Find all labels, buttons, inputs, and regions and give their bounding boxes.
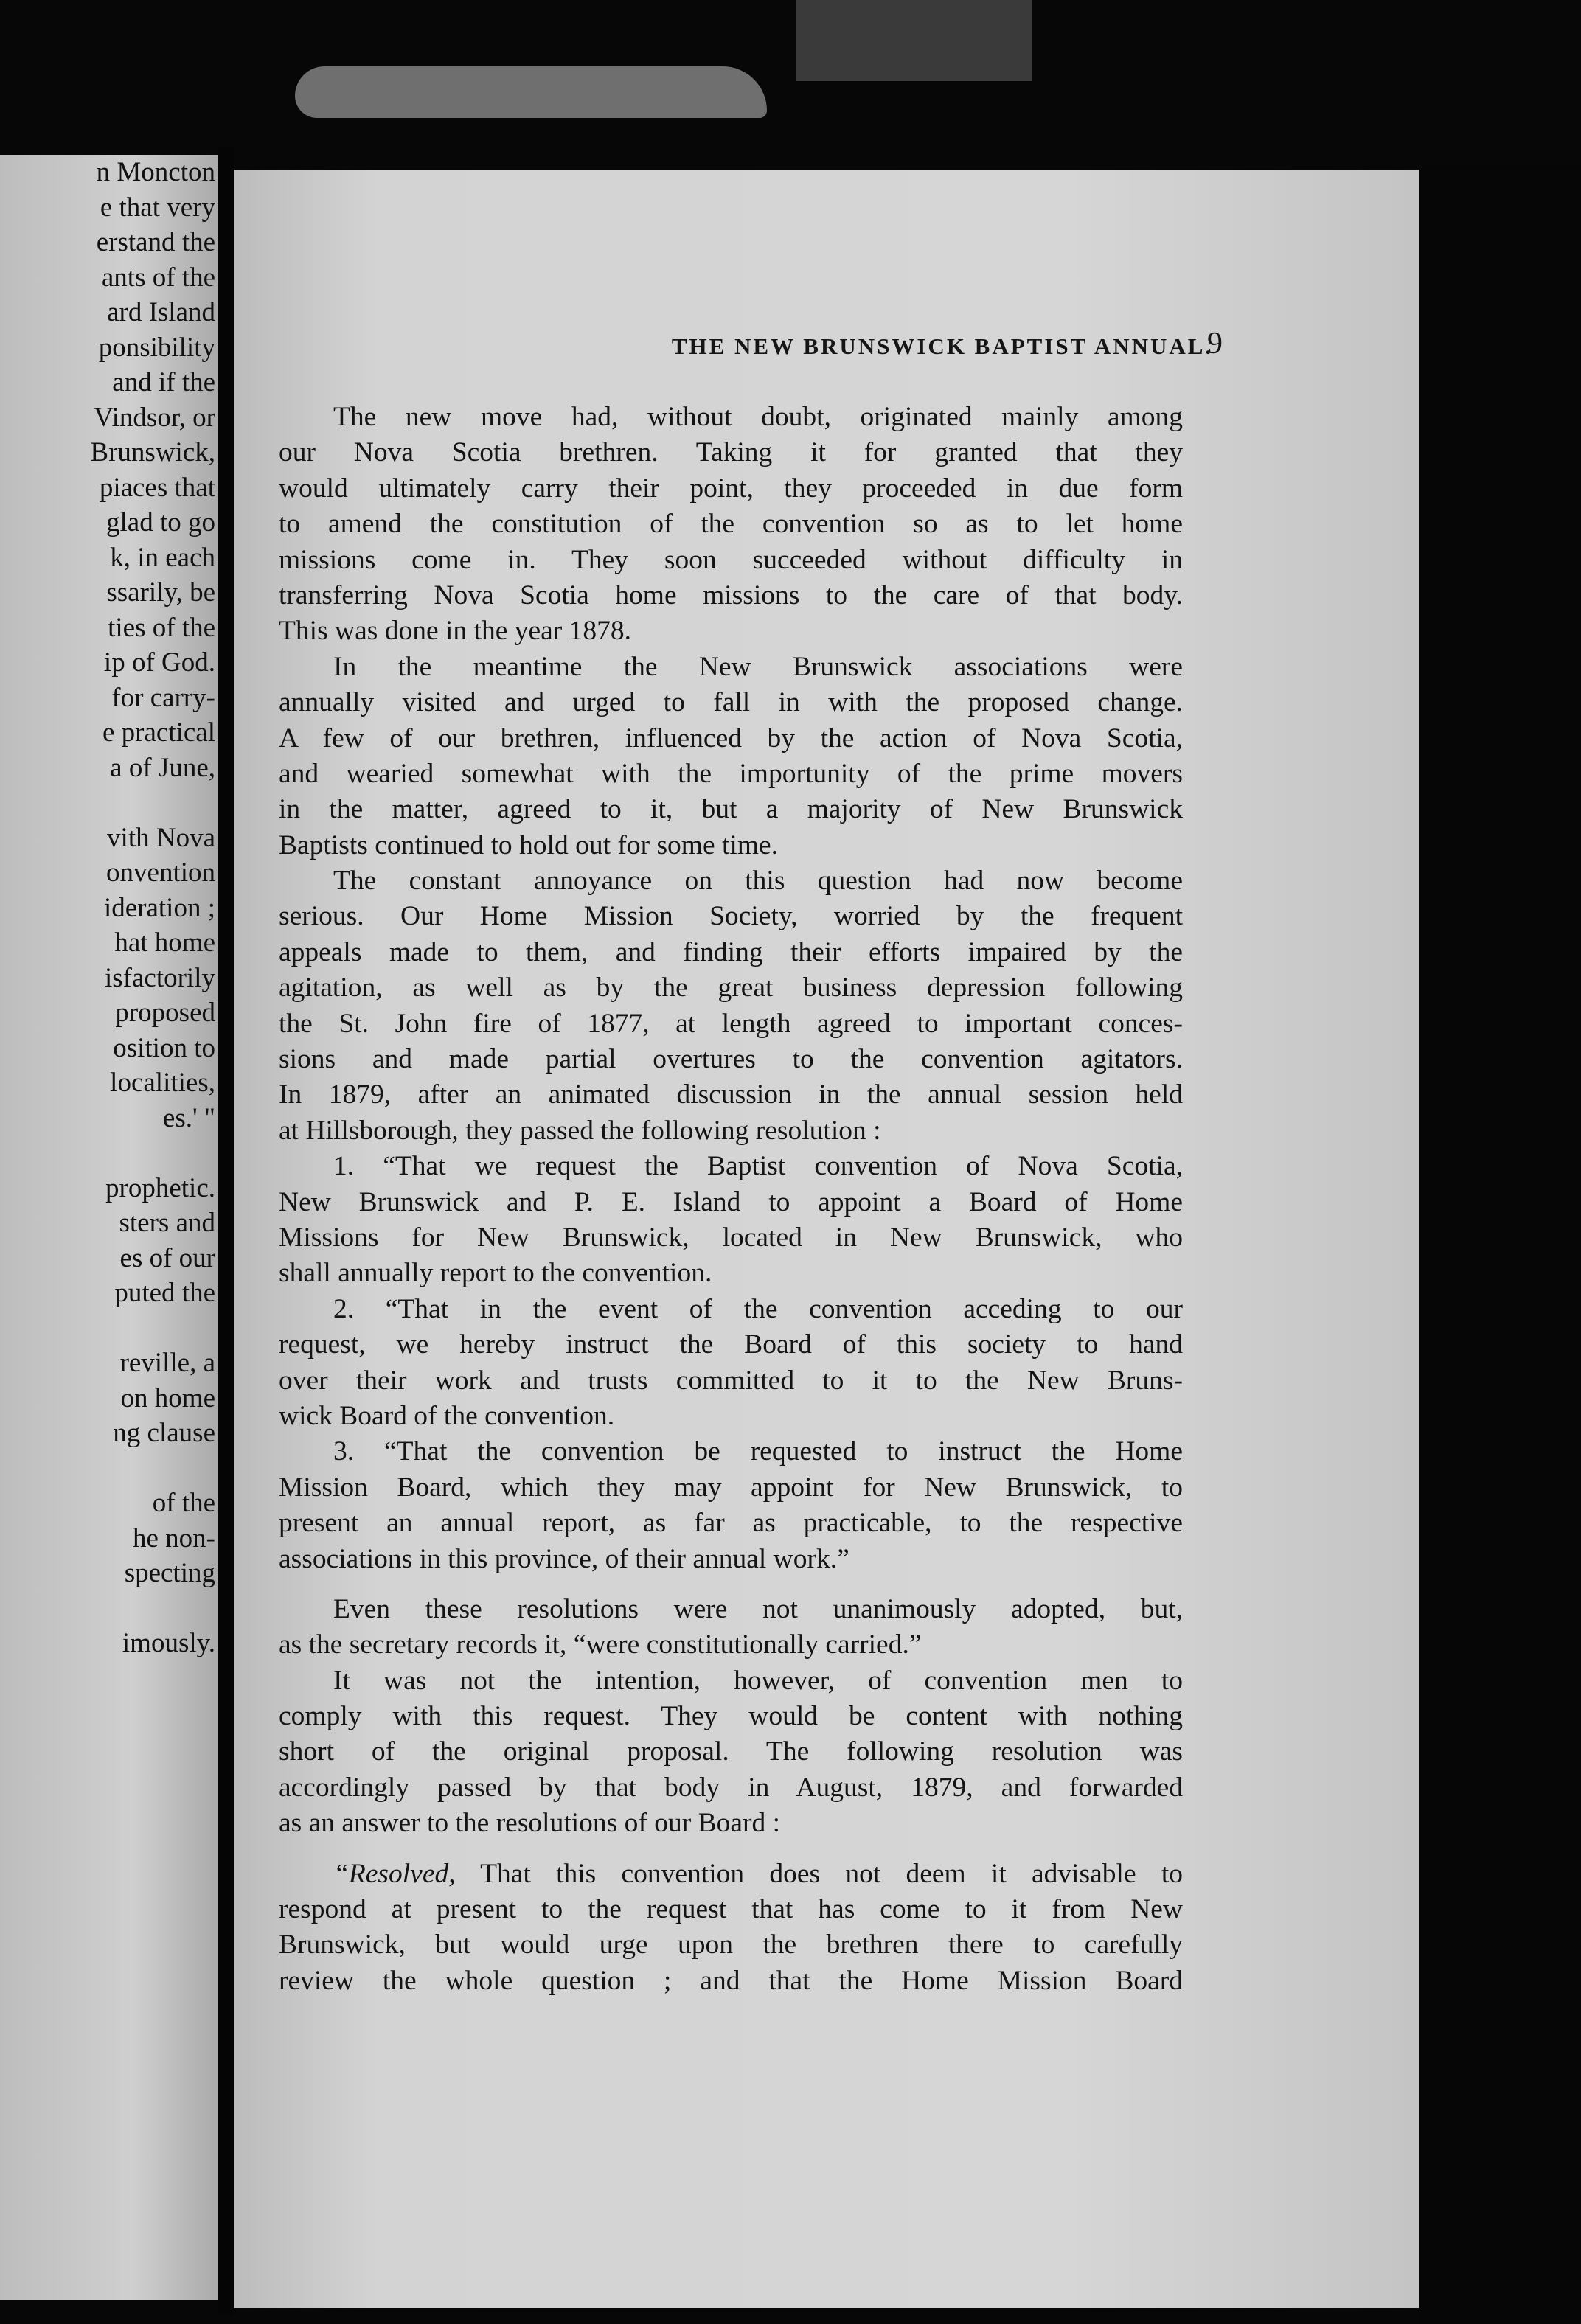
text-line: Missions for New Brunswick, located in New Brunswick, who: [279, 1222, 1183, 1253]
left-page-line: [0, 1135, 215, 1171]
torn-paper-scrap: [295, 66, 767, 118]
text-line: review the whole question ; and that the Home Mission Board: [279, 1965, 1183, 1996]
book-gutter: [218, 147, 234, 2315]
left-page-line: on home: [120, 1382, 215, 1413]
left-page-line: piaces that: [99, 472, 215, 503]
left-page-line: ants of the: [101, 262, 215, 293]
text-line: New Brunswick and P. E. Island to appoint a Board of Home: [279, 1186, 1183, 1217]
text-line: shall annually report to the convention.: [279, 1258, 712, 1289]
text-line: the St. John fire of 1877, at length agreed to important conces-: [279, 1008, 1183, 1039]
left-page-line: for carry-: [111, 682, 215, 713]
text-line: comply with this request. They would be content with nothing: [279, 1701, 1183, 1732]
left-page-line: localities,: [110, 1068, 215, 1098]
text-line: over their work and trusts committed to it to the New Bruns-: [279, 1365, 1183, 1396]
text-line: 1. “That we request the Baptist convention of Nova Scotia,: [333, 1151, 1183, 1182]
left-page-line: he non-: [133, 1523, 215, 1554]
left-page-line: ard Island: [107, 297, 215, 327]
scan-border-right: [1419, 170, 1581, 2324]
left-page-line: ip of God.: [103, 647, 215, 678]
left-page-line: puted the: [114, 1278, 215, 1308]
text-line: in the matter, agreed to it, but a majority of New Brunswick: [279, 794, 1183, 825]
text-line: “Resolved, That this convention does not deem it advisable to: [333, 1858, 1183, 1889]
right-page: [234, 170, 1419, 2308]
left-page-line: specting: [124, 1558, 215, 1588]
text-line: wick Board of the convention.: [279, 1400, 615, 1431]
text-line: 2. “That in the event of the convention acceding to our: [333, 1293, 1183, 1324]
left-page-line: ties of the: [108, 612, 215, 643]
text-line: agitation, as well as by the great business depression following: [279, 973, 1183, 1003]
left-page-line: n Moncton: [96, 157, 215, 187]
left-page-line: ponsibility: [98, 332, 215, 363]
text-line: In 1879, after an animated discussion in the annual session held: [279, 1079, 1183, 1110]
text-line: The constant annoyance on this question had now become: [333, 866, 1183, 897]
left-page-text-fragments: [0, 155, 215, 1661]
text-line: and wearied somewhat with the importunity of the prime movers: [279, 758, 1183, 789]
text-line: transferring Nova Scotia home missions to the care of that body.: [279, 580, 1183, 610]
dark-scan-area: [796, 0, 1032, 81]
left-page-line: onvention: [106, 857, 215, 888]
left-page-line: es.' ": [162, 1102, 215, 1133]
left-page-line: and if the: [112, 367, 215, 397]
body-text: [279, 400, 1183, 1999]
text-line: serious. Our Home Mission Society, worried by the frequent: [279, 901, 1183, 932]
text-line: associations in this province, of their annual work.”: [279, 1543, 849, 1574]
paragraph-gap: [279, 1842, 1183, 1857]
left-page-line: erstand the: [96, 227, 215, 257]
text-line: This was done in the year 1878.: [279, 616, 632, 647]
text-line: would ultimately carry their point, they proceeded in due form: [279, 473, 1183, 504]
text-line: respond at present to the request that has come to it from New: [279, 1894, 1183, 1925]
text-line: our Nova Scotia brethren. Taking it for granted that they: [279, 437, 1183, 468]
text-line: present an annual report, as far as practicable, to the respective: [279, 1508, 1183, 1539]
left-page-line: prophetic.: [105, 1172, 215, 1203]
left-page-line: isfactorily: [104, 962, 215, 993]
running-head: THE NEW BRUNSWICK BAPTIST ANNUAL.: [671, 333, 1214, 359]
left-page-line: ssarily, be: [106, 577, 215, 608]
left-page-line: proposed: [115, 998, 215, 1028]
left-page-line: [0, 1311, 215, 1346]
left-page-line: of the: [152, 1488, 215, 1518]
page-number: 9: [1207, 327, 1223, 361]
left-page-line: glad to go: [106, 507, 215, 537]
left-page-line: a of June,: [110, 752, 215, 783]
paragraph-gap: [279, 1577, 1183, 1592]
left-page-line: ng clause: [113, 1418, 215, 1448]
text-line: The new move had, without doubt, originated mainly among: [333, 402, 1183, 432]
text-line: A few of our brethren, influenced by the action of Nova Scotia,: [279, 723, 1183, 754]
left-page-line: Brunswick,: [90, 437, 215, 467]
left-page-line: vith Nova: [107, 822, 215, 853]
text-line: Baptists continued to hold out for some time.: [279, 829, 779, 860]
text-line: Brunswick, but would urge upon the brethren there to carefully: [279, 1930, 1183, 1961]
left-page-line: k, in each: [110, 542, 215, 573]
text-line: accordingly passed by that body in August, 1879, and forwarded: [279, 1772, 1183, 1803]
left-page-line: e that very: [100, 192, 215, 223]
text-line: as the secretary records it, “were constitutionally carried.”: [279, 1629, 922, 1660]
left-facing-page: [0, 155, 221, 2300]
text-line: annually visited and urged to fall in with the proposed change.: [279, 687, 1183, 718]
text-line: short of the original proposal. The following resolution was: [279, 1736, 1183, 1767]
text-line: to amend the constitution of the convention so as to let home: [279, 509, 1183, 540]
left-page-line: es of our: [119, 1242, 215, 1273]
left-page-line: reville, a: [119, 1348, 215, 1378]
left-page-line: hat home: [114, 928, 215, 958]
left-page-line: Vindsor, or: [94, 402, 215, 433]
left-page-line: ideration ;: [103, 892, 215, 923]
left-page-line: [0, 1591, 215, 1627]
text-line: request, we hereby instruct the Board of this society to hand: [279, 1329, 1183, 1360]
left-page-line: [0, 785, 215, 821]
left-page-line: [0, 1451, 215, 1486]
text-line: at Hillsborough, they passed the following resolution :: [279, 1115, 881, 1146]
text-line: In the meantime the New Brunswick associations were: [333, 651, 1183, 682]
text-line: 3. “That the convention be requested to instruct the Home: [333, 1436, 1183, 1467]
text-line: sions and made partial overtures to the convention agitators.: [279, 1044, 1183, 1075]
text-line: Even these resolutions were not unanimously adopted, but,: [333, 1593, 1183, 1624]
text-line: missions come in. They soon succeeded without difficulty in: [279, 544, 1183, 575]
text-line: Mission Board, which they may appoint for New Brunswick, to: [279, 1472, 1183, 1503]
text-line: appeals made to them, and finding their efforts impaired by the: [279, 936, 1183, 967]
text-line: It was not the intention, however, of convention men to: [333, 1665, 1183, 1696]
text-line: as an answer to the resolutions of our Board :: [279, 1808, 781, 1839]
left-page-line: sters and: [119, 1208, 215, 1238]
left-page-line: imously.: [122, 1628, 215, 1658]
left-page-line: e practical: [102, 717, 215, 748]
left-page-line: osition to: [113, 1032, 215, 1063]
